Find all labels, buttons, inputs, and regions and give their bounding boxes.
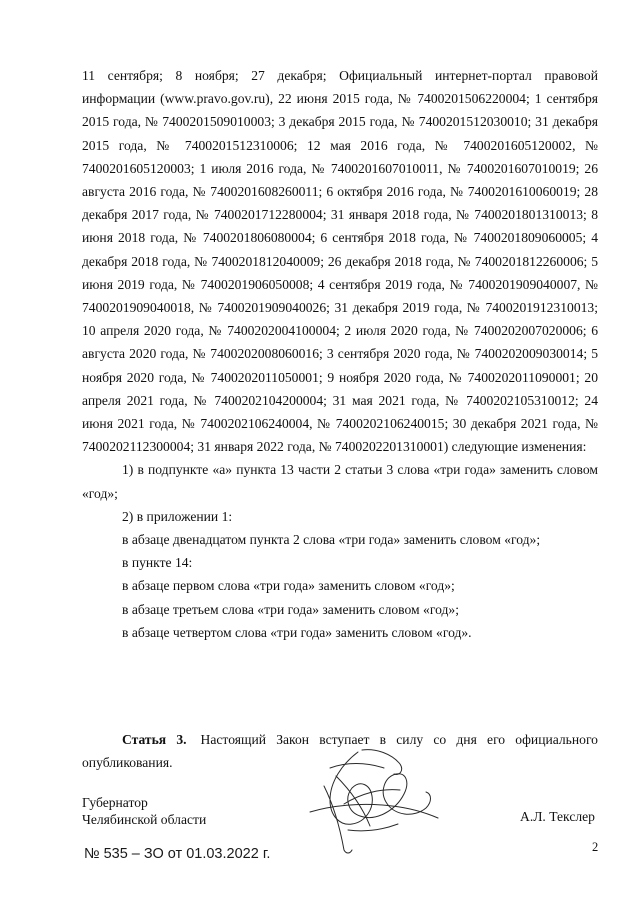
amendment-item-2b: в пункте 14: — [122, 555, 193, 571]
page-number: 2 — [592, 840, 599, 854]
signatory-title-line-2: Челябинской области — [82, 812, 207, 827]
amendment-item-2a: в абзаце двенадцатом пункта 2 слова «три года» заменить словом «год»; — [122, 532, 541, 548]
amendment-item-2b3: в абзаце четвертом слова «три года» заменить словом «год». — [122, 624, 472, 640]
signatory-title-line-1: Губернатор — [82, 795, 148, 810]
amendment-item-2: 2) в приложении 1: — [122, 508, 233, 524]
article-label: Статья 3. — [122, 732, 187, 747]
handwritten-signature — [300, 746, 450, 858]
amendment-item-1: 1) в подпункте «а» пункта 13 части 2 статьи 3 слова «три года» заменить словом «год»; — [82, 462, 598, 501]
document-body — [82, 64, 598, 644]
article-text: Настоящий Закон вступает в силу со дня его официального опубликования. — [82, 732, 598, 771]
signatory-name: А.Л. Текслер — [520, 809, 595, 824]
intro-paragraph: 11 сентября; 8 ноября; 27 декабря; Официальный интернет-портал правовой информации (www.pravo.gov.ru), 22 июня 2015 года, № 7400201506220004; 1 сентября 2015 года, № 7400201509010003; 3 декабря 2015 года, № 7400201512030010; 31 декабря 2015 года, № 7400201512310006; 12 мая 2016 года, № 7400201605120002, № 7400201605120003; 1 июля 2016 года, № 7400201607010011, № 7400201607010019; 26 августа 2016 года, № 7400201608260011; 6 октября 2016 года, № 7400201610060019; 28 декабря 2017 года, № 7400201712280004; 31 января 2018 года, № 7400201801310013; 8 июня 2018 года, № 7400201806080004; 6 сентября 2018 года, № 7400201809060005; 4 декабря 2018 года, № 7400201812040009; 26 декабря 2018 года, № 7400201812260006; 5 июня 2019 года, № 7400201906050008; 4 сентября 2019 года, № 7400201909040007, № 7400201909040018, № 7400201909040026; 31 декабря 2019 года, № 7400201912310013; 10 апреля 2020 года, № 7400202004100004; 2 июля 2020 года, № 7400202007020006; 6 августа 2020 года, № 7400202008060016; 3 сентября 2020 года, № 7400202009030014; 5 ноября 2020 года, № 7400202011050001; 9 ноября 2020 года, № 7400202011090001; 20 апреля 2021 года, № 7400202104200004; 31 мая 2021 года, № 7400202105310012; 24 июня 2021 года, № 7400202106240004, № 7400202106240015; 30 декабря 2021 года, № 7400202112300004; 31 января 2022 года, № 7400202201310001) следующие изменения: — [82, 68, 598, 455]
amendment-item-2b2: в абзаце третьем слова «три года» заменить словом «год»; — [122, 601, 459, 617]
amendment-item-2b1: в абзаце первом слова «три года» заменить словом «год»; — [122, 578, 455, 594]
signatory-title — [82, 794, 206, 828]
law-number-stamp: № 535 – ЗО от 01.03.2022 г. — [84, 846, 271, 862]
